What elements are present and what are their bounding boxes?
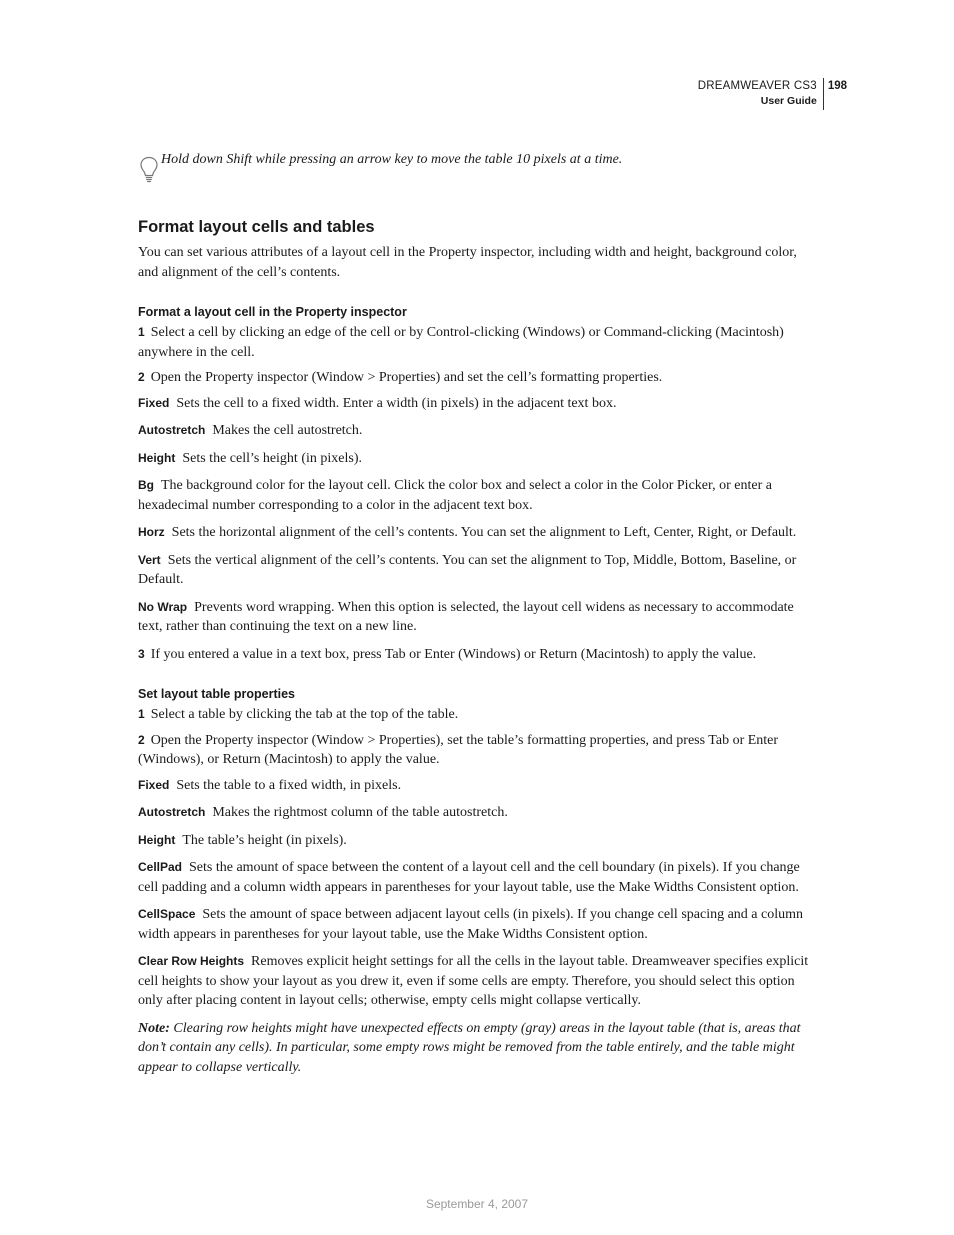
step-number: 3 [138,646,145,661]
step-number: 2 [138,732,145,747]
property-desc: The background color for the layout cell. Click the color box and select a color in the Color Picker, or enter a hexadecimal number corresponding to a color in the adjacent text box. [138,478,772,513]
step-number: 2 [138,370,145,384]
step-text: Open the Property inspector (Window > Properties), set the table’s formatting properties, and press Tab or Enter (Windows), or Return (Macintosh) to apply the value. [138,732,779,767]
main-content [138,216,816,1077]
running-header [698,78,847,110]
note-text: Clearing row heights might have unexpected effects on empty (gray) areas in the layout table (that is, areas that don’t contain any cells). In particular, some empty rows might be removed from the table entirely, and the table might appear to collapse vertically. [138,1020,801,1075]
cell-step-2 [138,368,816,388]
footer-date: September 4, 2007 [425,1197,529,1211]
property-desc: Sets the cell’s height (in pixels). [182,450,362,466]
property-desc: Sets the cell to a fixed width. Enter a width (in pixels) in the adjacent text box. [176,395,617,411]
table-step-2 [138,731,816,770]
cell-subheading: Format a layout cell in the Property inspector [138,305,407,319]
property-term: Bg [138,478,154,492]
table-prop-fixed [138,776,816,796]
cell-prop-nowrap [138,598,816,637]
lightbulb-icon [139,156,159,184]
property-term: Fixed [138,777,170,792]
section-heading: Format layout cells and tables [138,218,375,236]
property-desc: Sets the amount of space between adjacent layout cells (in pixels). If you change cell spacing and a column width appears in parentheses for your layout table, use the Make Widths Consistent option. [138,907,804,942]
property-term: Autostretch [138,423,206,437]
cell-prop-fixed [138,394,816,414]
property-desc: Sets the amount of space between the content of a layout cell and the cell boundary (in pixels). If you change cell padding and a column width appears in parentheses for your layout table, use the Make Widths Consistent option. [138,860,800,895]
table-prop-autostretch [138,803,816,823]
cell-prop-vert [138,551,816,590]
cell-step-1 [138,323,816,362]
property-desc: Makes the cell autostretch. [212,423,363,438]
cell-prop-bg [138,476,816,515]
step-number: 1 [138,325,145,339]
table-prop-cellspace [138,905,816,944]
header-text [698,78,824,110]
property-term: Vert [138,552,161,567]
table-prop-cellpad [138,858,816,897]
property-term: CellSpace [138,907,196,921]
cell-prop-horz [138,523,816,543]
step-text: If you entered a value in a text box, press Tab or Enter (Windows) or Return (Macintosh) to apply the value. [150,646,757,662]
section-intro: You can set various attributes of a layout cell in the Property inspector, including width and height, background color, and alignment of the cell’s contents. [138,245,797,280]
property-term: Height [138,832,176,847]
product-title: DREAMWEAVER CS3 [697,80,817,92]
cell-prop-height [138,449,816,469]
property-desc: Prevents word wrapping. When this option is selected, the layout cell widens as necessary to accommodate text, rather than continuing the text on a new line. [138,599,794,634]
property-term: Horz [138,525,165,539]
step-text: Select a table by clicking the tab at the top of the table. [150,707,459,722]
property-term: No Wrap [138,599,188,614]
property-desc: The table’s height (in pixels). [182,832,347,848]
cell-step-3 [138,645,816,665]
tip-text: Hold down Shift while pressing an arrow key to move the table 10 pixels at a time. [161,152,623,167]
property-desc: Sets the vertical alignment of the cell’s contents. You can set the alignment to Top, Middle, Bottom, Baseline, or Default. [138,552,797,587]
table-prop-height [138,831,816,851]
property-desc: Sets the horizontal alignment of the cell’s contents. You can set the alignment to Left, Center, Right, or Default. [171,525,797,540]
cell-prop-autostretch [138,421,816,441]
property-term: Height [138,450,176,465]
property-term: CellPad [138,860,183,874]
property-term: Clear Row Heights [138,954,245,968]
property-term: Fixed [138,395,170,410]
page-number: 198 [827,80,847,92]
property-term: Autostretch [138,805,206,819]
guide-title: User Guide [760,95,817,107]
step-text: Select a cell by clicking an edge of the cell or by Control-clicking (Windows) or Command-clicking (Macintosh) anywhere in the cell. [138,325,784,360]
note-label: Note: [138,1020,170,1036]
table-prop-clear-row-heights [138,952,816,1011]
step-text: Open the Property inspector (Window > Properties) and set the cell’s formatting properties. [150,370,663,385]
table-step-1 [138,705,816,725]
property-desc: Sets the table to a fixed width, in pixels. [176,777,402,793]
step-number: 1 [138,707,145,721]
property-desc: Removes explicit height settings for all the cells in the layout table. Dreamweaver specifies explicit cell heights to show your layout as you drew it, even if some cells are empty. Therefore, you should select this option only after placing content in layout cells; otherwise, empty cells might collapse vertically. [138,954,809,1008]
table-subheading: Set layout table properties [138,687,295,701]
property-desc: Makes the rightmost column of the table autostretch. [212,805,508,820]
note [138,1019,816,1078]
